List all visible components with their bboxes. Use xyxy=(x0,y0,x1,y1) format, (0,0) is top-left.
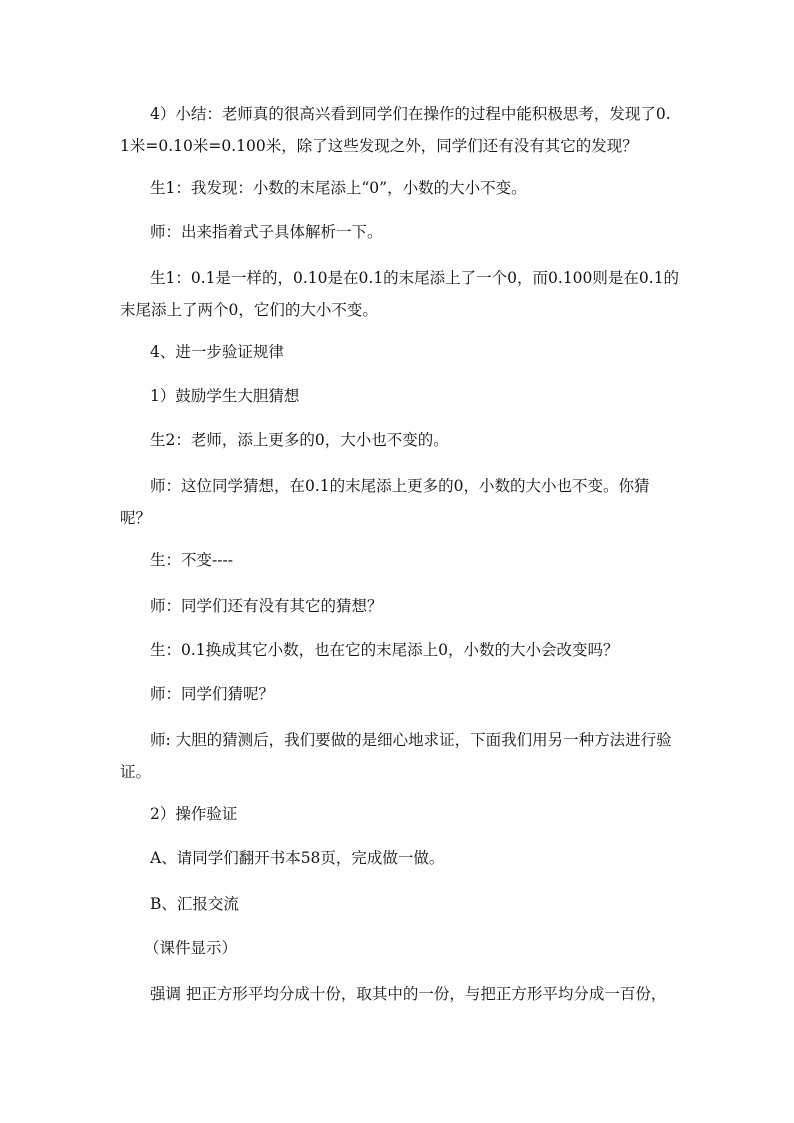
paragraph-emphasis: 强调 把正方形平均分成十份，取其中的一份，与把正方形平均分成一百份， xyxy=(150,985,667,1003)
paragraph-teacher-verify: 师: 大胆的猜测后，我们要做的是细心地求证，下面我们用另一种方法进行验证。 xyxy=(120,731,672,781)
paragraph-teacher-explain: 师：出来指着式子具体解析一下。 xyxy=(150,223,383,241)
paragraph-teacher-ask: 师：同学们猜呢？ xyxy=(150,685,275,703)
subheading-encourage-guess: 1）鼓励学生大胆猜想 xyxy=(150,387,300,405)
paragraph-teacher-guess: 师：这位同学猜想，在0.1的末尾添上更多的0，小数的大小也不变。你猜呢？ xyxy=(120,477,650,527)
paragraph-student1-explanation: 生1：0.1是一样的，0.10是在0.1的末尾添上了一个0，而0.100则是在0.1的末尾添上了两个0，它们的大小不变。 xyxy=(120,269,680,319)
paragraph-student2-guess: 生2：老师，添上更多的0，大小也不变的。 xyxy=(150,431,449,449)
section-heading-verify-rule: 4、进一步验证规律 xyxy=(150,343,284,361)
subheading-operation-verify: 2）操作验证 xyxy=(150,805,238,823)
paragraph-student-question: 生：0.1换成其它小数，也在它的末尾添上0，小数的大小会改变吗？ xyxy=(150,641,619,659)
paragraph-student1-discovery: 生1：我发现：小数的末尾添上“0”，小数的大小不变。 xyxy=(150,179,527,197)
paragraph-report-exchange: B、汇报交流 xyxy=(150,895,239,913)
paragraph-teacher-other-guess: 师：同学们还有没有其它的猜想？ xyxy=(150,597,383,615)
paragraph-students-unchanged: 生：不变---- xyxy=(150,551,233,569)
paragraph-summary: 4）小结：老师真的很高兴看到同学们在操作的过程中能积极思考，发现了0.1米=0.10米=0.100米，除了这些发现之外，同学们还有没有其它的发现？ xyxy=(120,105,671,155)
paragraph-courseware-display: （课件显示） xyxy=(144,939,238,957)
paragraph-open-book: A、请同学们翻开书本58页，完成做一做。 xyxy=(150,849,445,867)
